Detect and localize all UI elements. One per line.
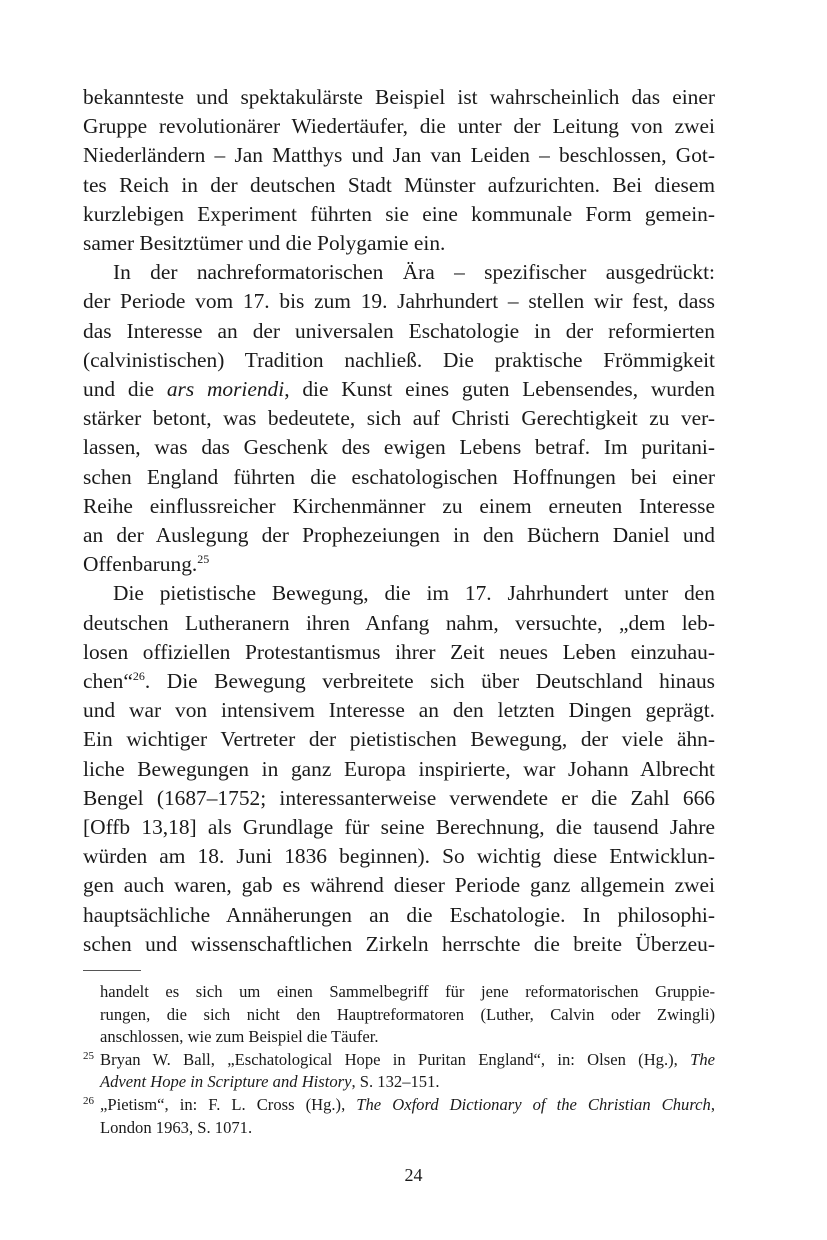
text-run: , die Kunst eines guten Lebensendes, wurden: [284, 377, 715, 402]
text-line: [83, 375, 715, 404]
text-run: . Die Bewegung verbreitete sich über Deutschland hinaus: [144, 669, 715, 694]
text-line: Bengel (1687–1752; interessanterweise verwendete er die Zahl 666: [83, 785, 715, 810]
footnote-line: [100, 1049, 715, 1072]
footnote-line: anschlossen, wie zum Beispiel die Täufer.: [100, 1027, 379, 1047]
text-line: an der Auslegung der Prophezeiungen in den Büchern Daniel und: [83, 523, 715, 548]
text-run: , S. 132–151.: [351, 1072, 440, 1092]
text-line: kurzlebigen Experiment führten sie eine kommunale Form gemein-: [83, 201, 715, 226]
paragraph-2: [83, 258, 715, 579]
text-line: deutschen Lutheranern ihren Anfang nahm, versuchte, „dem leb-: [83, 610, 715, 635]
italic-title: Advent Hope in Scripture and History: [100, 1072, 352, 1092]
footnote-line: rungen, die sich nicht den Hauptreformatoren (Luther, Calvin oder Zwingli): [100, 1004, 715, 1024]
footnote-line: handelt es sich um einen Sammelbegriff für jene reformatorischen Gruppie-: [100, 982, 715, 1001]
text-line: tes Reich in der deutschen Stadt Münster aufzurichten. Bei diesem: [83, 172, 715, 197]
main-text: [83, 83, 715, 959]
footnote-line: [100, 1094, 715, 1117]
text-line: losen offiziellen Protestantismus ihrer Zeit neues Leben einzuhau-: [83, 639, 715, 664]
paragraph-3: [83, 579, 715, 959]
footnote-ref-25[interactable]: 25: [197, 552, 210, 567]
text-line: schen England führten die eschatologischen Hoffnungen bei einer: [83, 464, 715, 489]
text-line: [83, 667, 715, 696]
text-line: lassen, was das Geschenk des ewigen Lebens betraf. Im puritani-: [83, 435, 715, 460]
text-run: Bryan W. Ball, „Eschatological Hope in Puritan England“, in: Olsen (Hg.),: [100, 1049, 691, 1069]
text-line: hauptsächliche Annäherungen an die Eschatologie. In philosophi-: [83, 902, 715, 927]
text-run: „Pietism“, in: F. L. Cross (Hg.),: [100, 1094, 357, 1114]
text-line: würden am 18. Juni 1836 beginnen). So wichtig diese Entwicklun-: [83, 844, 715, 869]
text-line: Reihe einflussreicher Kirchenmänner zu einem erneuten Interesse: [83, 493, 715, 518]
text-line: das Interesse an der universalen Eschatologie in der reformierten: [83, 318, 715, 343]
footnote-line: London 1963, S. 1071.: [100, 1117, 253, 1137]
text-line: schen und wissenschaftlichen Zirkeln herrschte die breite Überzeu-: [83, 931, 715, 956]
text-line: samer Besitztümer und die Polygamie ein.: [83, 231, 446, 256]
text-line: der Periode vom 17. bis zum 19. Jahrhundert – stellen wir fest, dass: [83, 289, 715, 314]
text-run: Offenbarung.: [83, 552, 198, 577]
text-line: In der nachreformatorischen Ära – spezifischer ausgedrückt:: [113, 260, 715, 285]
footnote-number: 26: [83, 1094, 94, 1107]
italic-term: ars moriendi: [166, 377, 285, 402]
footnote-line: [100, 1071, 715, 1094]
footnote-26: [83, 1094, 715, 1139]
footnotes: [83, 981, 715, 1139]
italic-title: The Oxford Dictionary of the Christian Church: [356, 1094, 711, 1114]
text-line: (calvinistischen) Tradition nachließ. Die praktische Frömmigkeit: [83, 347, 715, 372]
text-line: bekannteste und spektakulärste Beispiel ist wahrscheinlich das einer: [83, 85, 715, 109]
text-line: gen auch waren, gab es während dieser Periode ganz allgemein zwei: [83, 873, 715, 898]
text-line: [83, 550, 715, 579]
footnote-divider: [83, 970, 141, 971]
text-line: liche Bewegungen in ganz Europa inspirierte, war Johann Albrecht: [83, 756, 715, 781]
paragraph-1: [83, 83, 715, 258]
text-line: Die pietistische Bewegung, die im 17. Jahrhundert unter den: [113, 581, 715, 606]
footnote-ref-26[interactable]: 26: [132, 668, 145, 683]
text-line: stärker betont, was bedeutete, sich auf Christi Gerechtigkeit zu ver-: [83, 406, 715, 431]
footnote-number: 25: [83, 1049, 94, 1062]
text-line: Niederländern – Jan Matthys und Jan van Leiden – beschlossen, Got-: [83, 143, 715, 168]
footnote-25: [83, 1049, 715, 1094]
text-line: Ein wichtiger Vertreter der pietistischen Bewegung, der viele ähn-: [83, 727, 715, 752]
text-line: und war von intensivem Interesse an den letzten Dingen geprägt.: [83, 698, 715, 723]
text-line: Gruppe revolutionärer Wiedertäufer, die unter der Leitung von zwei: [83, 114, 715, 139]
text-run: und die: [83, 377, 167, 402]
footnote-continued: [83, 981, 715, 1049]
text-run: ,: [710, 1094, 715, 1114]
text-line: [Offb 13,18] als Grundlage für seine Berechnung, die tausend Jahre: [83, 815, 715, 840]
text-run: chen“: [83, 669, 133, 694]
page-number: 24: [404, 1165, 423, 1185]
italic-title: The: [690, 1049, 715, 1069]
